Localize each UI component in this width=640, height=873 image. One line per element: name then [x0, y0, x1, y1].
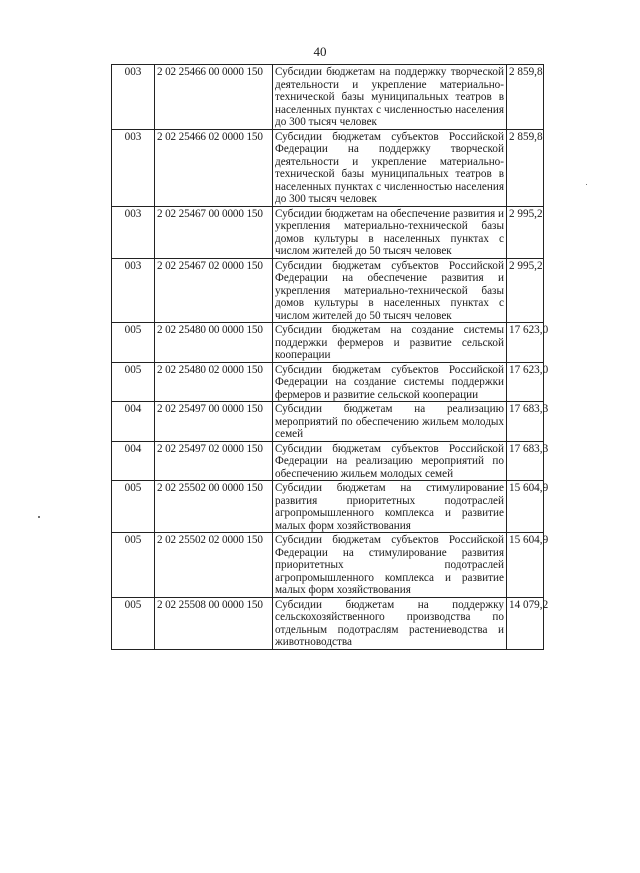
amount-cell: 2 859,8	[507, 65, 544, 130]
administrator-code-cell: 005	[112, 533, 155, 598]
table-row	[112, 362, 544, 402]
amount-cell: 15 604,9	[507, 481, 544, 533]
revenue-code-cell: 2 02 25480 00 0000 150	[155, 323, 273, 363]
revenue-code-cell: 2 02 25467 02 0000 150	[155, 258, 273, 323]
amount-cell: 2 859,8	[507, 129, 544, 206]
revenue-name-cell: Субсидии бюджетам на поддержку сельскохозяйственного производства по отдельным подотраслям растениеводства и животноводства	[273, 597, 507, 649]
table-row	[112, 402, 544, 442]
page-number: 40	[313, 44, 327, 59]
amount-cell: 14 079,2	[507, 597, 544, 649]
revenue-name-cell: Субсидии бюджетам на создание системы поддержки фермеров и развитие сельской кооперации	[273, 323, 507, 363]
amount-cell: 17 623,0	[507, 323, 544, 363]
budget-table-container	[111, 64, 549, 650]
revenue-name-cell: Субсидии бюджетам на поддержку творческой деятельности и укрепление материально-технической базы муниципальных театров в населенных пунктах с численностью населения до 300 тысяч человек	[273, 65, 507, 130]
table-row	[112, 258, 544, 323]
amount-cell: 2 995,2	[507, 258, 544, 323]
administrator-code-cell: 003	[112, 206, 155, 258]
revenue-code-cell: 2 02 25480 02 0000 150	[155, 362, 273, 402]
amount-cell: 17 683,3	[507, 402, 544, 442]
administrator-code-cell: 003	[112, 129, 155, 206]
table-row	[112, 597, 544, 649]
revenue-name-cell: Субсидии бюджетам субъектов Российской Федерации на стимулирование развития приоритетных подотраслей агропромышленного комплекса и развитие малых форм хозяйствования	[273, 533, 507, 598]
revenue-name-cell: Субсидии бюджетам субъектов Российской Федерации на поддержку творческой деятельности и укрепление материально-технической базы муниципальных театров в населенных пунктах с численностью населения до 300 тысяч человек	[273, 129, 507, 206]
administrator-code-cell: 005	[112, 597, 155, 649]
revenue-name-cell: Субсидии бюджетам на обеспечение развития и укрепления материально-технической базы домов культуры в населенных пунктах с числом жителей до 50 тысяч человек	[273, 206, 507, 258]
amount-cell: 2 995,2	[507, 206, 544, 258]
administrator-code-cell: 004	[112, 402, 155, 442]
revenue-name-cell: Субсидии бюджетам субъектов Российской Федерации на реализацию мероприятий по обеспечению жильем молодых семей	[273, 441, 507, 481]
table-row	[112, 65, 544, 130]
scan-speck	[586, 184, 587, 185]
administrator-code-cell: 004	[112, 441, 155, 481]
administrator-code-cell: 003	[112, 258, 155, 323]
table-row	[112, 129, 544, 206]
budget-table	[111, 64, 549, 650]
revenue-name-cell: Субсидии бюджетам на стимулирование развития приоритетных подотраслей агропромышленного комплекса и развитие малых форм хозяйствования	[273, 481, 507, 533]
revenue-code-cell: 2 02 25466 02 0000 150	[155, 129, 273, 206]
revenue-code-cell: 2 02 25508 00 0000 150	[155, 597, 273, 649]
table-row	[112, 441, 544, 481]
amount-cell: 17 623,0	[507, 362, 544, 402]
revenue-code-cell: 2 02 25497 02 0000 150	[155, 441, 273, 481]
table-row	[112, 481, 544, 533]
scan-speck	[38, 516, 40, 518]
administrator-code-cell: 005	[112, 481, 155, 533]
table-row	[112, 323, 544, 363]
table-row	[112, 206, 544, 258]
administrator-code-cell: 003	[112, 65, 155, 130]
administrator-code-cell: 005	[112, 323, 155, 363]
amount-cell: 15 604,9	[507, 533, 544, 598]
revenue-code-cell: 2 02 25497 00 0000 150	[155, 402, 273, 442]
revenue-code-cell: 2 02 25467 00 0000 150	[155, 206, 273, 258]
table-row	[112, 533, 544, 598]
revenue-name-cell: Субсидии бюджетам на реализацию мероприятий по обеспечению жильем молодых семей	[273, 402, 507, 442]
administrator-code-cell: 005	[112, 362, 155, 402]
amount-cell: 17 683,3	[507, 441, 544, 481]
revenue-code-cell: 2 02 25502 02 0000 150	[155, 533, 273, 598]
revenue-code-cell: 2 02 25466 00 0000 150	[155, 65, 273, 130]
revenue-name-cell: Субсидии бюджетам субъектов Российской Федерации на обеспечение развития и укрепления материально-технической базы домов культуры в населенных пунктах с числом жителей до 50 тысяч человек	[273, 258, 507, 323]
revenue-code-cell: 2 02 25502 00 0000 150	[155, 481, 273, 533]
revenue-name-cell: Субсидии бюджетам субъектов Российской Федерации на создание системы поддержки фермеров и развитие сельской кооперации	[273, 362, 507, 402]
